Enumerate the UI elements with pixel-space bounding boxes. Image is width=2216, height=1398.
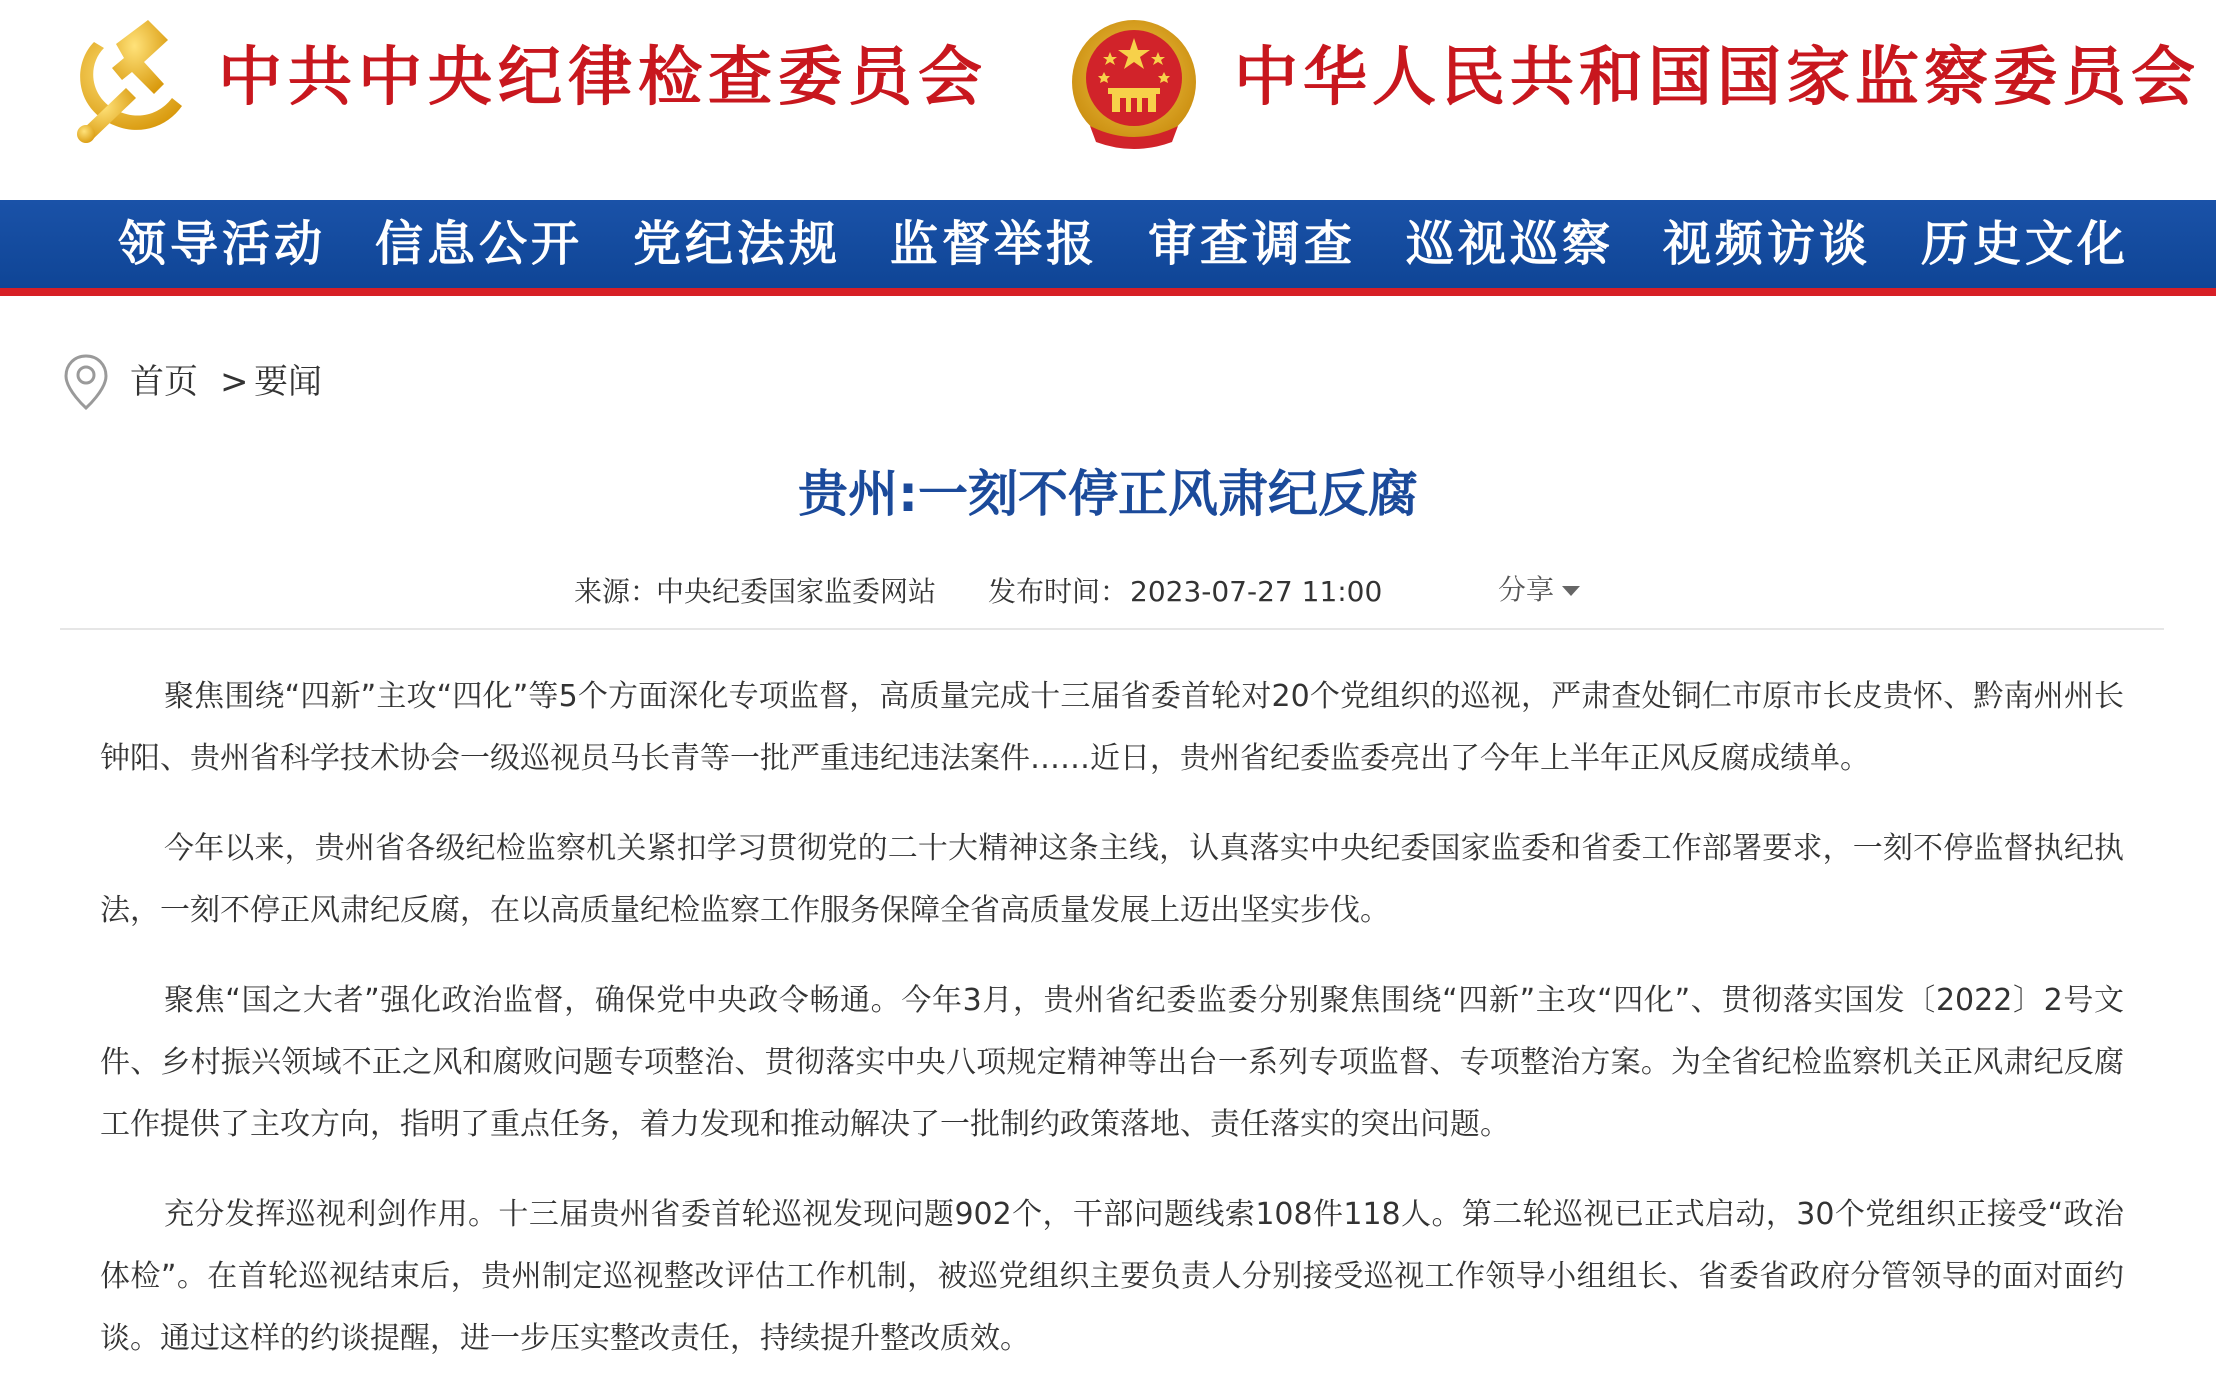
breadcrumb-separator: >	[220, 362, 249, 402]
share-button[interactable]	[1498, 572, 1580, 608]
nav-item-disclosure[interactable]: 信息公开	[375, 216, 584, 272]
breadcrumb-current[interactable]: 要闻	[254, 362, 322, 402]
nav-item-history-culture[interactable]: 历史文化	[1921, 216, 2130, 272]
nsc-title: 中华人民共和国国家监察委员会	[1234, 40, 2200, 115]
source-value: 中央纪委国家监委网站	[656, 575, 937, 608]
article-title: 贵州:一刻不停正风肃纪反腐	[798, 465, 1418, 523]
national-emblem-icon	[1068, 16, 1200, 152]
article-paragraph: 聚焦“国之大者”强化政治监督，确保党中央政令畅通。今年3月，贵州省纪委监委分别聚焦围绕“四新”主攻“四化”、贯彻落实国发〔2022〕2号文件、乡村振兴领域不正之风和腐败问题专项整治、贯彻落实中央八项规定精神等出台一系列专项监督、专项整治方案。为全省纪检监察机关正风肃纪反腐工作提供了主攻方向，指明了重点任务，着力发现和推动解决了一批制约政策落地、责任落实的突出问题。	[100, 983, 2124, 1142]
article-body	[100, 666, 2124, 1398]
nav-item-inspection[interactable]: 巡视巡察	[1406, 216, 1615, 272]
article-paragraph: 今年以来，贵州省各级纪检监察机关紧扣学习贯彻党的二十大精神这条主线，认真落实中央纪委国家监委和省委工作部署要求，一刻不停监督执纪执法，一刻不停正风肃纪反腐，在以高质量纪检监察工作服务保障全省高质量发展上迈出坚实步伐。	[100, 831, 2124, 928]
location-pin-icon	[60, 352, 112, 412]
publish-time-label: 发布时间：	[988, 575, 1129, 608]
nav-item-supervision-report[interactable]: 监督举报	[890, 216, 1099, 272]
divider	[60, 628, 2164, 630]
cpc-ccdi-title: 中共中央纪律检查委员会	[218, 40, 988, 115]
share-label: 分享	[1498, 573, 1555, 606]
article-paragraph: 充分发挥巡视利剑作用。十三届贵州省委首轮巡视发现问题902个，干部问题线索108件118人。第二轮巡视已正式启动，30个党组织正接受“政治体检”。在首轮巡视结束后，贵州制定巡视整改评估工作机制，被巡党组织主要负责人分别接受巡视工作领导小组组长、省委省政府分管领导的面对面约谈。通过这样的约谈提醒，进一步压实整改责任，持续提升整改质效。	[100, 1197, 2124, 1356]
breadcrumb-home[interactable]: 首页	[130, 362, 198, 402]
nav-item-regulations[interactable]: 党纪法规	[633, 216, 842, 272]
caret-down-icon	[1562, 586, 1580, 596]
source-label: 来源：	[574, 575, 659, 608]
site-header	[0, 0, 2216, 200]
main-nav	[0, 200, 2216, 296]
article-paragraph: 聚焦围绕“四新”主攻“四化”等5个方面深化专项监督，高质量完成十三届省委首轮对20个党组织的巡视，严肃查处铜仁市原市长皮贵怀、黔南州州长钟阳、贵州省科学技术协会一级巡视员马长青等一批严重违纪违法案件……近日，贵州省纪委监委亮出了今年上半年正风反腐成绩单。	[100, 679, 2124, 776]
nav-item-investigation[interactable]: 审查调查	[1148, 216, 1357, 272]
publish-time-value: 2023-07-27 11:00	[1130, 575, 1383, 608]
party-emblem-icon	[64, 14, 192, 148]
nav-item-leadership[interactable]: 领导活动	[118, 216, 327, 272]
nav-item-video-interviews[interactable]: 视频访谈	[1663, 216, 1872, 272]
